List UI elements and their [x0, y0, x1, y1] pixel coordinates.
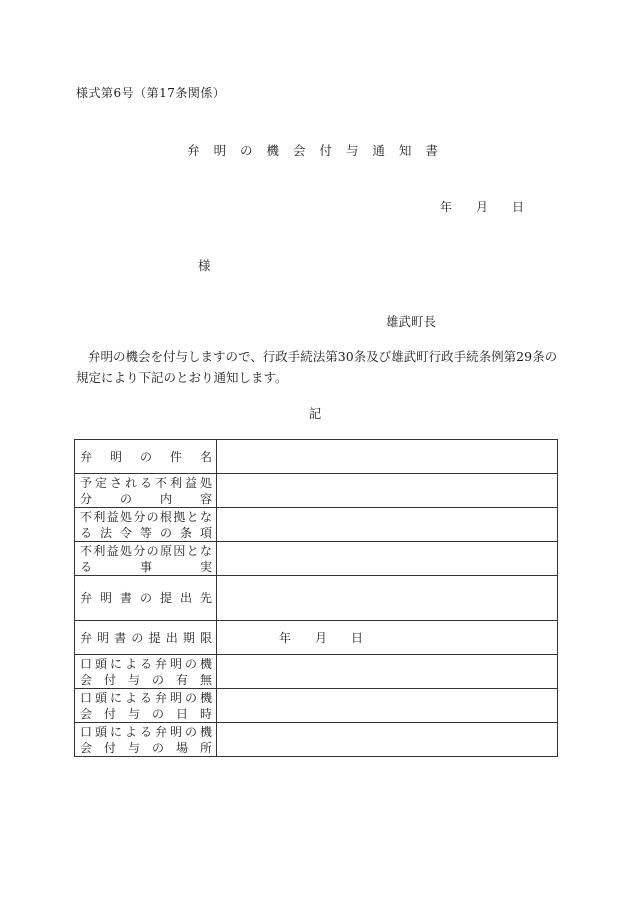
- deadline-year-label: 年: [279, 631, 292, 645]
- label-line: 不利益処分の根拠とな: [80, 509, 212, 524]
- label-line: 弁 明 の 件 名: [80, 449, 212, 464]
- deadline-day-label: 日: [351, 631, 364, 645]
- row-value-oral-hearing-datetime: [217, 689, 558, 723]
- row-label: [75, 440, 217, 474]
- row-value-planned-disposition: [217, 474, 558, 508]
- label-line: る 事 実: [80, 559, 212, 574]
- row-value-submission-deadline: [217, 621, 558, 655]
- issuer-name: 雄武町長: [386, 314, 437, 329]
- table-row-oral-hearing-availability: [75, 655, 558, 689]
- label-line: 弁明書の提出期限: [80, 630, 212, 645]
- row-label: [75, 689, 217, 723]
- notice-details-table: [74, 439, 558, 757]
- table-row-submission-destination: [75, 576, 558, 621]
- row-label: [75, 542, 217, 576]
- table-row-oral-hearing-datetime: [75, 689, 558, 723]
- label-line: 口頭による弁明の機: [80, 690, 212, 705]
- row-value-legal-basis: [217, 508, 558, 542]
- table-row-cause-facts: [75, 542, 558, 576]
- date-line: [440, 198, 524, 215]
- row-value-cause-facts: [217, 542, 558, 576]
- table-row-legal-basis: [75, 508, 558, 542]
- deadline-month-label: 月: [315, 631, 328, 645]
- label-line: 分 の 内 容: [80, 491, 212, 506]
- date-day-label: 日: [512, 200, 525, 214]
- row-label: [75, 474, 217, 508]
- row-value-oral-hearing-location: [217, 723, 558, 757]
- label-line: 口頭による弁明の機: [80, 724, 212, 739]
- label-line: 会 付 与 の 有 無: [80, 672, 212, 687]
- row-value-case-name: [217, 440, 558, 474]
- row-label: [75, 723, 217, 757]
- form-number: 様式第6号（第17条関係）: [76, 86, 226, 100]
- body-paragraph: 弁明の機会を付与しますので、行政手続法第30条及び雄武町行政手続条例第29条の規定により下記のとおり通知します。: [76, 349, 558, 385]
- ki-label: 記: [308, 406, 322, 421]
- date-year-label: 年: [440, 200, 453, 214]
- row-label: [75, 655, 217, 689]
- row-label: [75, 508, 217, 542]
- row-label: [75, 621, 217, 655]
- row-value-submission-destination: [217, 576, 558, 621]
- label-line: 会 付 与 の 日 時: [80, 706, 212, 721]
- table-row-submission-deadline: [75, 621, 558, 655]
- label-line: 会 付 与 の 場 所: [80, 740, 212, 755]
- document-title: 弁 明 の 機 会 付 与 通 知 書: [187, 143, 443, 158]
- label-line: る 法 令 等 の 条 項: [80, 525, 212, 540]
- label-line: 弁 明 書 の 提 出 先: [80, 591, 212, 605]
- addressee-honorific: 様: [198, 258, 211, 273]
- label-line: 予定される不利益処: [80, 475, 212, 490]
- table-row-planned-disposition: [75, 474, 558, 508]
- date-month-label: 月: [476, 200, 489, 214]
- label-line: 口頭による弁明の機: [80, 656, 212, 671]
- row-value-oral-hearing-availability: [217, 655, 558, 689]
- table-row-case-name: [75, 440, 558, 474]
- table-row-oral-hearing-location: [75, 723, 558, 757]
- row-label: [75, 576, 217, 621]
- label-line: 不利益処分の原因とな: [80, 543, 212, 558]
